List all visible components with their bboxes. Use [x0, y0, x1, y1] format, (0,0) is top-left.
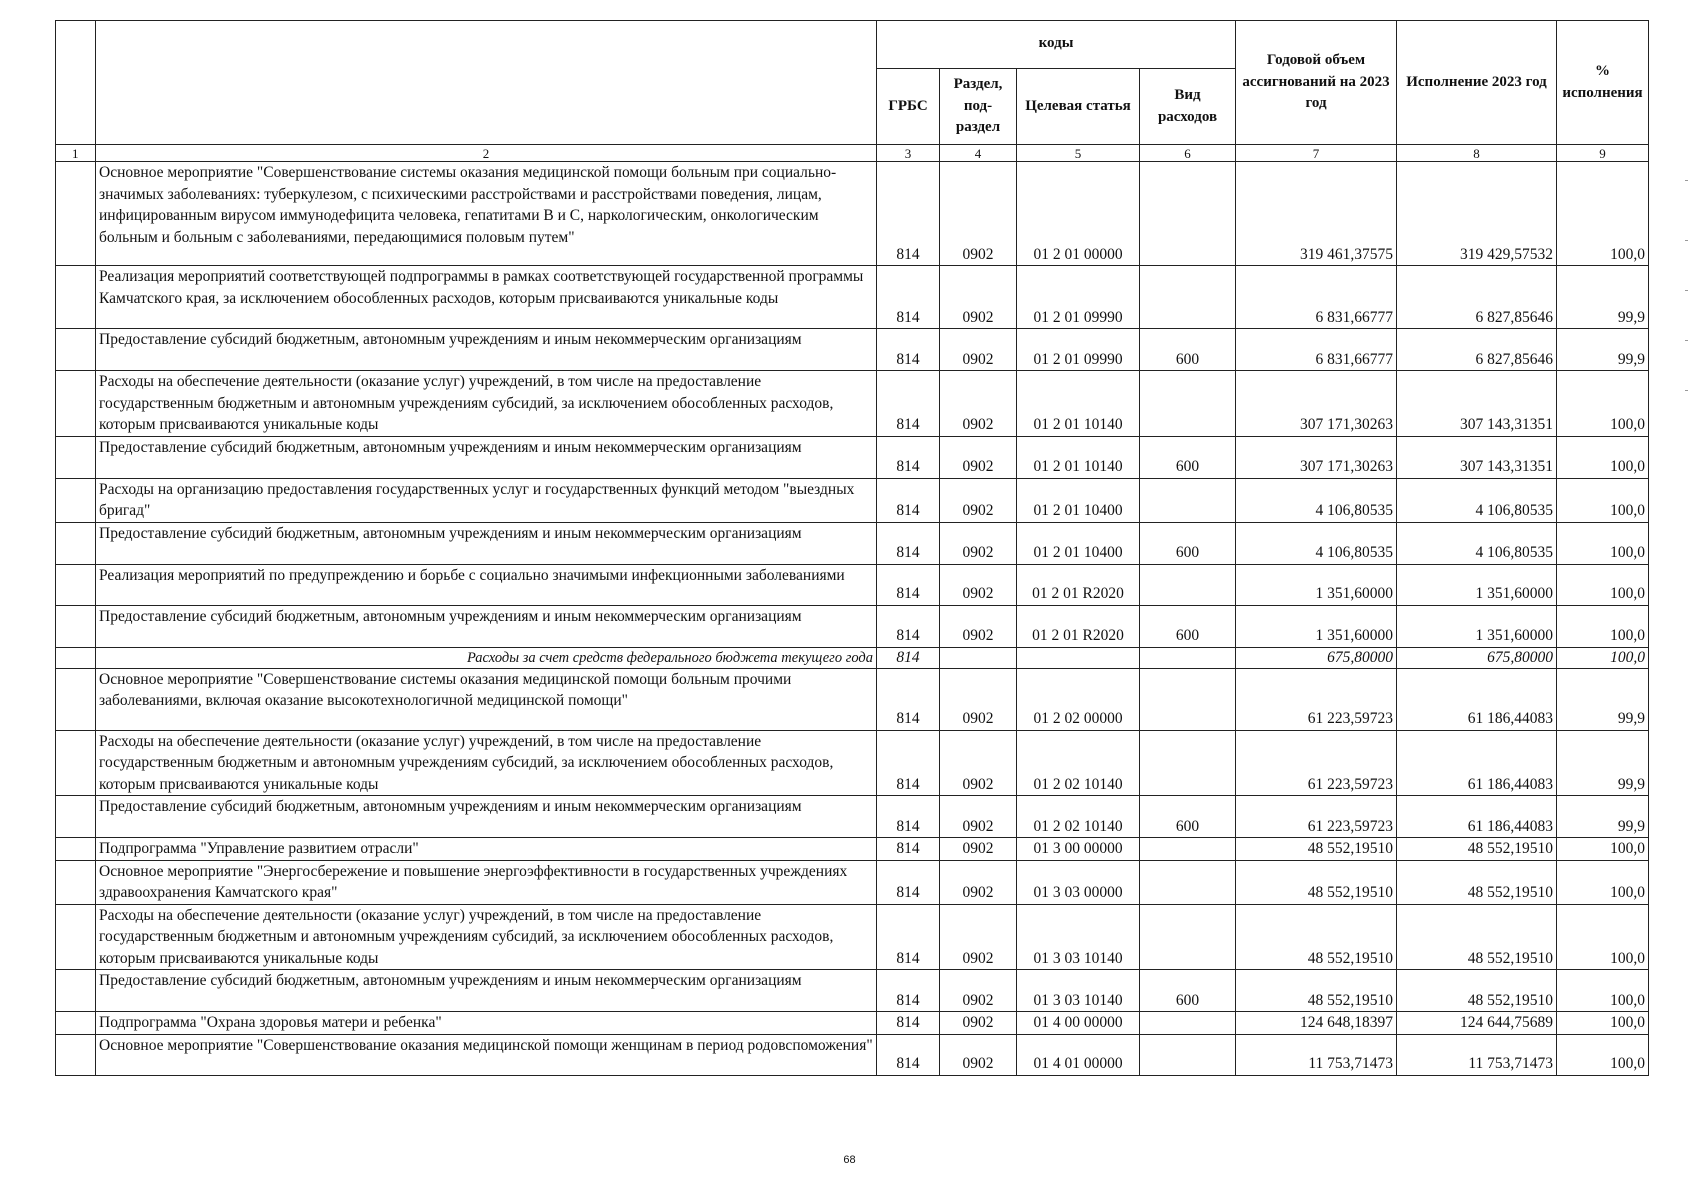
row-execution-amount: 1 351,60000	[1397, 564, 1557, 605]
row-annual-amount: 1 351,60000	[1236, 564, 1397, 605]
row-celevaya-statya: 01 2 02 10140	[1017, 730, 1140, 796]
row-percent: 100,0	[1557, 371, 1649, 437]
column-number: 9	[1557, 145, 1649, 162]
table-row	[56, 796, 1649, 838]
header-celevaya: Целевая статья	[1017, 69, 1140, 145]
row-percent: 100,0	[1557, 522, 1649, 564]
row-blank-cell	[56, 1012, 96, 1035]
row-execution-amount: 6 827,85646	[1397, 329, 1557, 371]
table-row	[56, 605, 1649, 647]
row-celevaya-statya: 01 4 01 00000	[1017, 1034, 1140, 1075]
row-vid-rashodov: 600	[1140, 970, 1236, 1012]
row-razdel: 0902	[940, 162, 1017, 266]
row-blank-cell	[56, 162, 96, 266]
column-number: 2	[96, 145, 877, 162]
row-execution-amount: 6 827,85646	[1397, 266, 1557, 329]
row-razdel: 0902	[940, 838, 1017, 861]
row-percent: 100,0	[1557, 564, 1649, 605]
row-description: Основное мероприятие "Энергосбережение и повышение энергоэффективности в государственных учреждениях здравоохранения Камчатского края"	[96, 860, 877, 904]
row-execution-amount: 61 186,44083	[1397, 668, 1557, 730]
row-razdel: 0902	[940, 436, 1017, 478]
row-blank-cell	[56, 329, 96, 371]
row-celevaya-statya: 01 2 01 10140	[1017, 436, 1140, 478]
row-celevaya-statya: 01 3 03 10140	[1017, 970, 1140, 1012]
row-annual-amount: 1 351,60000	[1236, 605, 1397, 647]
row-annual-amount: 48 552,19510	[1236, 970, 1397, 1012]
row-blank-cell	[56, 266, 96, 329]
row-execution-amount: 61 186,44083	[1397, 730, 1557, 796]
row-vid-rashodov: 600	[1140, 522, 1236, 564]
row-blank-cell	[56, 1034, 96, 1075]
row-execution-amount: 307 143,31351	[1397, 371, 1557, 437]
table-row	[56, 730, 1649, 796]
row-razdel: 0902	[940, 564, 1017, 605]
row-percent: 100,0	[1557, 478, 1649, 522]
row-execution-amount: 675,80000	[1397, 647, 1557, 668]
row-execution-amount: 11 753,71473	[1397, 1034, 1557, 1075]
table-row	[56, 668, 1649, 730]
row-celevaya-statya: 01 4 00 00000	[1017, 1012, 1140, 1035]
row-grbs: 814	[877, 162, 940, 266]
row-description: Предоставление субсидий бюджетным, автономным учреждениям и иным некоммерческим организациям	[96, 329, 877, 371]
row-execution-amount: 124 644,75689	[1397, 1012, 1557, 1035]
row-grbs: 814	[877, 522, 940, 564]
column-number: 5	[1017, 145, 1140, 162]
row-annual-amount: 675,80000	[1236, 647, 1397, 668]
row-blank-cell	[56, 478, 96, 522]
row-description: Расходы за счет средств федерального бюджета текущего года	[96, 647, 877, 668]
row-blank-cell	[56, 522, 96, 564]
row-razdel: 0902	[940, 904, 1017, 970]
row-annual-amount: 4 106,80535	[1236, 478, 1397, 522]
row-execution-amount: 1 351,60000	[1397, 605, 1557, 647]
row-blank-cell	[56, 668, 96, 730]
row-description: Основное мероприятие "Совершенствование оказания медицинской помощи женщинам в период родовспоможения"	[96, 1034, 877, 1075]
row-vid-rashodov: 600	[1140, 605, 1236, 647]
row-vid-rashodov: 600	[1140, 796, 1236, 838]
row-vid-rashodov	[1140, 371, 1236, 437]
row-vid-rashodov	[1140, 838, 1236, 861]
row-blank-cell	[56, 860, 96, 904]
table-row	[56, 329, 1649, 371]
row-grbs: 814	[877, 371, 940, 437]
row-vid-rashodov	[1140, 647, 1236, 668]
row-execution-amount: 48 552,19510	[1397, 838, 1557, 861]
column-number: 6	[1140, 145, 1236, 162]
row-percent: 100,0	[1557, 970, 1649, 1012]
row-percent: 100,0	[1557, 1012, 1649, 1035]
row-celevaya-statya: 01 2 01 09990	[1017, 329, 1140, 371]
header-razdel: Раздел, под-раздел	[940, 69, 1017, 145]
row-vid-rashodov	[1140, 478, 1236, 522]
row-percent: 99,9	[1557, 796, 1649, 838]
row-blank-cell	[56, 796, 96, 838]
row-description: Предоставление субсидий бюджетным, автономным учреждениям и иным некоммерческим организациям	[96, 436, 877, 478]
row-description: Реализация мероприятий соответствующей подпрограммы в рамках соответствующей государственной программы Камчатского края, за исключением обособленных расходов, которым присваиваются уникальные коды	[96, 266, 877, 329]
column-number: 4	[940, 145, 1017, 162]
column-number: 1	[56, 145, 96, 162]
column-number: 7	[1236, 145, 1397, 162]
table-row	[56, 970, 1649, 1012]
row-description: Предоставление субсидий бюджетным, автономным учреждениям и иным некоммерческим организациям	[96, 605, 877, 647]
row-razdel: 0902	[940, 329, 1017, 371]
row-grbs: 814	[877, 329, 940, 371]
row-celevaya-statya: 01 3 03 10140	[1017, 904, 1140, 970]
row-percent: 99,9	[1557, 266, 1649, 329]
row-razdel: 0902	[940, 1034, 1017, 1075]
row-vid-rashodov	[1140, 1012, 1236, 1035]
row-grbs: 814	[877, 436, 940, 478]
row-description: Расходы на обеспечение деятельности (оказание услуг) учреждений, в том числе на предоставление государственным бюджетным и автономным учреждениям субсидий, за исключением обособленных расходов, которым присваиваются уникальные коды	[96, 904, 877, 970]
row-grbs: 814	[877, 796, 940, 838]
row-execution-amount: 4 106,80535	[1397, 522, 1557, 564]
row-vid-rashodov	[1140, 564, 1236, 605]
row-description: Предоставление субсидий бюджетным, автономным учреждениям и иным некоммерческим организациям	[96, 522, 877, 564]
table-row	[56, 1012, 1649, 1035]
row-description: Подпрограмма "Охрана здоровья матери и ребенка"	[96, 1012, 877, 1035]
row-grbs: 814	[877, 266, 940, 329]
row-grbs: 814	[877, 605, 940, 647]
column-number: 3	[877, 145, 940, 162]
table-row	[56, 436, 1649, 478]
row-description: Расходы на организацию предоставления государственных услуг и государственных функций методом "выездных бригад"	[96, 478, 877, 522]
column-number: 8	[1397, 145, 1557, 162]
row-annual-amount: 61 223,59723	[1236, 730, 1397, 796]
row-description: Основное мероприятие "Совершенствование системы оказания медицинской помощи больным при социально-значимых заболеваниях: туберкулезом, с психическими расстройствами и расстройствами поведения, лицам, инфицированным вирусом иммунодефицита человека, гепатитами В и С, наркологическим, онкологическим больным и больным с заболеваниями, передающимися половым путем"	[96, 162, 877, 266]
row-razdel: 0902	[940, 668, 1017, 730]
row-vid-rashodov	[1140, 162, 1236, 266]
row-execution-amount: 4 106,80535	[1397, 478, 1557, 522]
row-razdel: 0902	[940, 522, 1017, 564]
row-blank-cell	[56, 647, 96, 668]
row-razdel	[940, 647, 1017, 668]
row-percent: 100,0	[1557, 162, 1649, 266]
table-row	[56, 478, 1649, 522]
row-celevaya-statya: 01 2 02 10140	[1017, 796, 1140, 838]
row-execution-amount: 61 186,44083	[1397, 796, 1557, 838]
header-codes: коды	[877, 21, 1236, 69]
row-percent: 100,0	[1557, 838, 1649, 861]
row-vid-rashodov	[1140, 860, 1236, 904]
row-grbs: 814	[877, 1034, 940, 1075]
table-row	[56, 522, 1649, 564]
row-annual-amount: 48 552,19510	[1236, 838, 1397, 861]
budget-table	[55, 20, 1649, 1076]
row-percent: 100,0	[1557, 904, 1649, 970]
row-annual-amount: 61 223,59723	[1236, 796, 1397, 838]
table-body	[56, 162, 1649, 1076]
row-vid-rashodov	[1140, 1034, 1236, 1075]
row-vid-rashodov	[1140, 668, 1236, 730]
row-razdel: 0902	[940, 371, 1017, 437]
row-celevaya-statya: 01 2 01 10140	[1017, 371, 1140, 437]
column-numbers-row	[56, 145, 1649, 162]
row-razdel: 0902	[940, 860, 1017, 904]
header-percent: % исполнения	[1557, 21, 1649, 145]
row-blank-cell	[56, 838, 96, 861]
row-celevaya-statya: 01 2 01 10400	[1017, 478, 1140, 522]
row-execution-amount: 48 552,19510	[1397, 860, 1557, 904]
row-vid-rashodov	[1140, 266, 1236, 329]
row-description: Предоставление субсидий бюджетным, автономным учреждениям и иным некоммерческим организациям	[96, 796, 877, 838]
page-number: 68	[843, 1154, 856, 1166]
table-row	[56, 266, 1649, 329]
row-blank-cell	[56, 371, 96, 437]
row-annual-amount: 307 171,30263	[1236, 436, 1397, 478]
row-description: Основное мероприятие "Совершенствование системы оказания медицинской помощи больным прочими заболеваниями, включая оказание высокотехнологичной медицинской помощи"	[96, 668, 877, 730]
header-grbs: ГРБС	[877, 69, 940, 145]
row-annual-amount: 6 831,66777	[1236, 329, 1397, 371]
row-percent: 99,9	[1557, 730, 1649, 796]
row-grbs: 814	[877, 478, 940, 522]
row-grbs: 814	[877, 838, 940, 861]
table-row	[56, 162, 1649, 266]
row-percent: 100,0	[1557, 605, 1649, 647]
row-annual-amount: 48 552,19510	[1236, 904, 1397, 970]
table-row	[56, 1034, 1649, 1075]
table-row	[56, 371, 1649, 437]
row-description: Реализация мероприятий по предупреждению и борьбе с социально значимыми инфекционными заболеваниями	[96, 564, 877, 605]
row-razdel: 0902	[940, 1012, 1017, 1035]
table-row	[56, 904, 1649, 970]
row-blank-cell	[56, 605, 96, 647]
row-blank-cell	[56, 436, 96, 478]
row-annual-amount: 6 831,66777	[1236, 266, 1397, 329]
header-name-cell	[96, 21, 877, 145]
budget-document	[55, 20, 1649, 1076]
row-celevaya-statya: 01 3 00 00000	[1017, 838, 1140, 861]
row-description: Подпрограмма "Управление развитием отрасли"	[96, 838, 877, 861]
row-percent: 100,0	[1557, 860, 1649, 904]
row-celevaya-statya: 01 3 03 00000	[1017, 860, 1140, 904]
row-percent: 100,0	[1557, 647, 1649, 668]
table-row	[56, 860, 1649, 904]
row-celevaya-statya: 01 2 01 00000	[1017, 162, 1140, 266]
row-execution-amount: 307 143,31351	[1397, 436, 1557, 478]
row-vid-rashodov: 600	[1140, 329, 1236, 371]
row-blank-cell	[56, 730, 96, 796]
row-blank-cell	[56, 970, 96, 1012]
row-annual-amount: 4 106,80535	[1236, 522, 1397, 564]
row-celevaya-statya: 01 2 01 R2020	[1017, 564, 1140, 605]
table-row	[56, 838, 1649, 861]
row-annual-amount: 307 171,30263	[1236, 371, 1397, 437]
row-annual-amount: 11 753,71473	[1236, 1034, 1397, 1075]
row-razdel: 0902	[940, 796, 1017, 838]
row-annual-amount: 48 552,19510	[1236, 860, 1397, 904]
row-celevaya-statya	[1017, 647, 1140, 668]
row-vid-rashodov: 600	[1140, 436, 1236, 478]
header-execution: Исполнение 2023 год	[1397, 21, 1557, 145]
row-razdel: 0902	[940, 266, 1017, 329]
row-razdel: 0902	[940, 730, 1017, 796]
row-annual-amount: 124 648,18397	[1236, 1012, 1397, 1035]
header-blank-cell	[56, 21, 96, 145]
row-grbs: 814	[877, 970, 940, 1012]
row-grbs: 814	[877, 647, 940, 668]
row-description: Расходы на обеспечение деятельности (оказание услуг) учреждений, в том числе на предоставление государственным бюджетным и автономным учреждениям субсидий, за исключением обособленных расходов, которым присваиваются уникальные коды	[96, 371, 877, 437]
row-percent: 100,0	[1557, 1034, 1649, 1075]
header-annual: Годовой объем ассигнований на 2023 год	[1236, 21, 1397, 145]
row-celevaya-statya: 01 2 02 00000	[1017, 668, 1140, 730]
row-celevaya-statya: 01 2 01 09990	[1017, 266, 1140, 329]
row-execution-amount: 319 429,57532	[1397, 162, 1557, 266]
scan-margin-marks	[1683, 180, 1691, 480]
header-vid: Вид расходов	[1140, 69, 1236, 145]
row-razdel: 0902	[940, 605, 1017, 647]
row-execution-amount: 48 552,19510	[1397, 904, 1557, 970]
row-celevaya-statya: 01 2 01 10400	[1017, 522, 1140, 564]
row-celevaya-statya: 01 2 01 R2020	[1017, 605, 1140, 647]
row-description: Расходы на обеспечение деятельности (оказание услуг) учреждений, в том числе на предоставление государственным бюджетным и автономным учреждениям субсидий, за исключением обособленных расходов, которым присваиваются уникальные коды	[96, 730, 877, 796]
row-description: Предоставление субсидий бюджетным, автономным учреждениям и иным некоммерческим организациям	[96, 970, 877, 1012]
row-grbs: 814	[877, 860, 940, 904]
row-vid-rashodov	[1140, 730, 1236, 796]
row-annual-amount: 319 461,37575	[1236, 162, 1397, 266]
row-grbs: 814	[877, 564, 940, 605]
row-grbs: 814	[877, 904, 940, 970]
row-grbs: 814	[877, 730, 940, 796]
row-percent: 99,9	[1557, 329, 1649, 371]
row-blank-cell	[56, 564, 96, 605]
row-annual-amount: 61 223,59723	[1236, 668, 1397, 730]
row-grbs: 814	[877, 668, 940, 730]
row-razdel: 0902	[940, 478, 1017, 522]
row-vid-rashodov	[1140, 904, 1236, 970]
row-percent: 100,0	[1557, 436, 1649, 478]
row-execution-amount: 48 552,19510	[1397, 970, 1557, 1012]
row-blank-cell	[56, 904, 96, 970]
row-percent: 99,9	[1557, 668, 1649, 730]
table-row	[56, 647, 1649, 668]
row-razdel: 0902	[940, 970, 1017, 1012]
row-grbs: 814	[877, 1012, 940, 1035]
table-row	[56, 564, 1649, 605]
